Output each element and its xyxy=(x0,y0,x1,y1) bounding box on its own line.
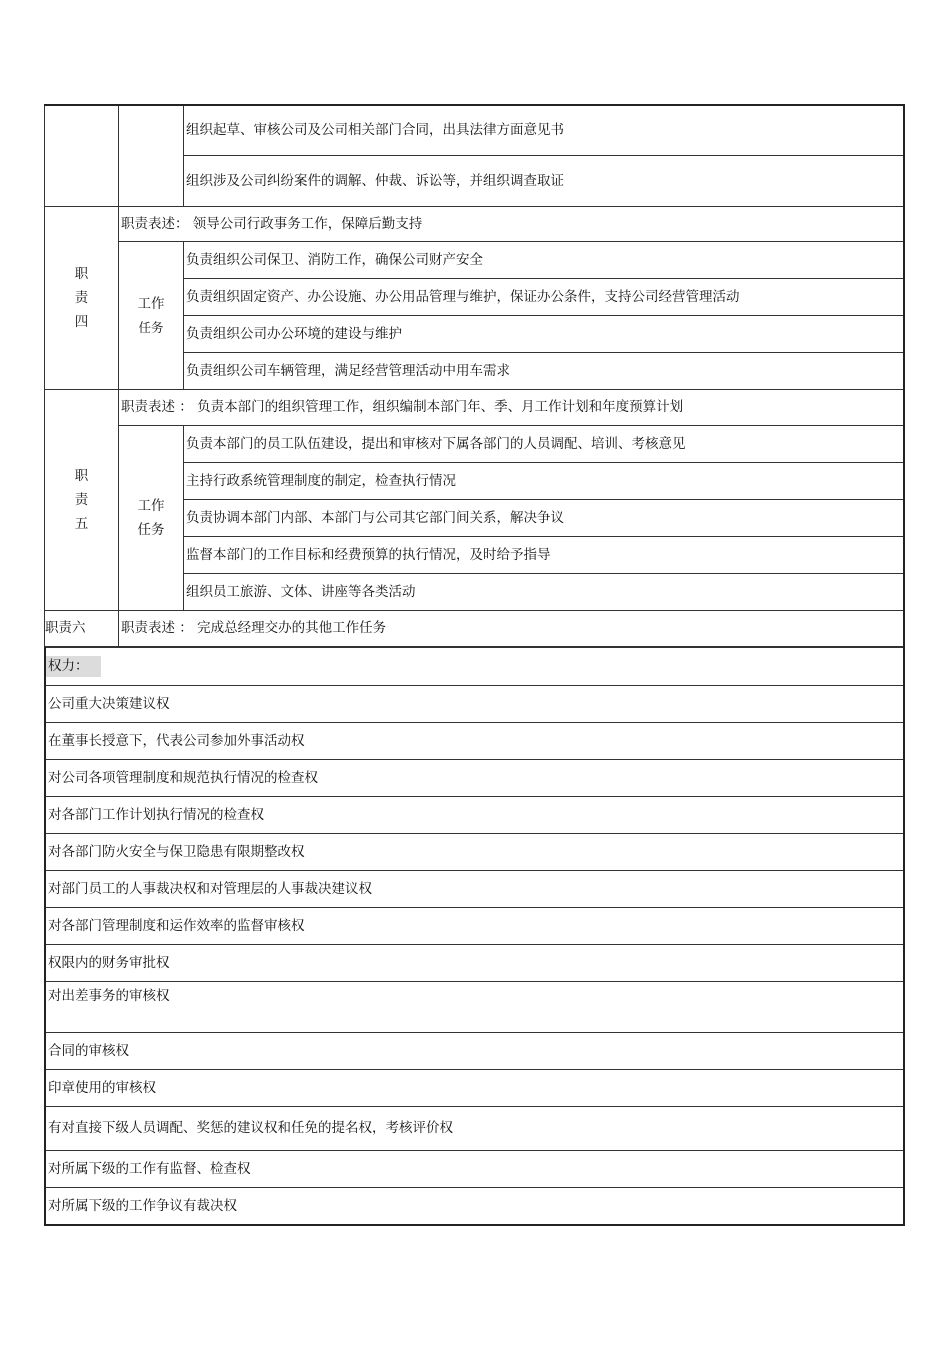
task-cell: 负责组织公司办公环境的建设与维护 xyxy=(184,316,905,353)
power-item: 对出差事务的审核权 xyxy=(45,982,904,1033)
power-item: 对所属下级的工作争议有裁决权 xyxy=(45,1188,904,1226)
task-cell: 负责协调本部门内部、本部门与公司其它部门间关系，解决争议 xyxy=(184,500,905,537)
task-cell: 负责组织固定资产、办公设施、办公用品管理与维护，保证办公条件，支持公司经营管理活动 xyxy=(184,279,905,316)
duties-table xyxy=(44,104,905,647)
duty5-description: 职责表述 ： 负责本部门的组织管理工作，组织编制本部门年、季、月工作计划和年度预算计划 xyxy=(119,390,905,426)
duty5-label: 职 责 五 xyxy=(45,390,119,611)
duty-label-empty xyxy=(45,105,119,207)
power-item: 印章使用的审核权 xyxy=(45,1070,904,1107)
task-label-empty xyxy=(119,105,184,207)
duty6-description: 职责表述 ： 完成总经理交办的其他工作任务 xyxy=(119,611,905,647)
duty6-label: 职责六 xyxy=(45,611,119,647)
power-item: 对各部门防火安全与保卫隐患有限期整改权 xyxy=(45,834,904,871)
task-cell: 主持行政系统管理制度的制定，检查执行情况 xyxy=(184,463,905,500)
task-cell: 监督本部门的工作目标和经费预算的执行情况，及时给予指导 xyxy=(184,537,905,574)
power-item: 有对直接下级人员调配、奖惩的建议权和任免的提名权，考核评价权 xyxy=(45,1107,904,1151)
powers-table xyxy=(44,647,905,1226)
power-item: 在董事长授意下，代表公司参加外事活动权 xyxy=(45,723,904,760)
duty4-description: 职责表述： 领导公司行政事务工作，保障后勤支持 xyxy=(119,207,905,242)
task-cell: 组织员工旅游、文体、讲座等各类活动 xyxy=(184,574,905,611)
duty5-task-label: 工作 任务 xyxy=(119,426,184,611)
power-item: 对公司各项管理制度和规范执行情况的检查权 xyxy=(45,760,904,797)
power-item: 对所属下级的工作有监督、检查权 xyxy=(45,1151,904,1188)
task-cell: 负责组织公司保卫、消防工作，确保公司财产安全 xyxy=(184,242,905,279)
duty4-task-label: 工作 任务 xyxy=(119,242,184,390)
duty4-label: 职 责 四 xyxy=(45,207,119,390)
power-item: 对各部门工作计划执行情况的检查权 xyxy=(45,797,904,834)
task-cell: 组织涉及公司纠纷案件的调解、仲裁、诉讼等，并组织调查取证 xyxy=(184,156,905,207)
task-cell: 负责本部门的员工队伍建设，提出和审核对下属各部门的人员调配、培训、考核意见 xyxy=(184,426,905,463)
task-cell: 负责组织公司车辆管理，满足经营管理活动中用车需求 xyxy=(184,353,905,390)
task-cell: 组织起草、审核公司及公司相关部门合同，出具法律方面意见书 xyxy=(184,105,905,156)
responsibility-sheet xyxy=(44,104,905,1226)
powers-heading: 权力： xyxy=(45,648,904,686)
power-item: 对各部门管理制度和运作效率的监督审核权 xyxy=(45,908,904,945)
power-item: 权限内的财务审批权 xyxy=(45,945,904,982)
power-item: 对部门员工的人事裁决权和对管理层的人事裁决建议权 xyxy=(45,871,904,908)
power-item: 合同的审核权 xyxy=(45,1033,904,1070)
power-item: 公司重大决策建议权 xyxy=(45,686,904,723)
